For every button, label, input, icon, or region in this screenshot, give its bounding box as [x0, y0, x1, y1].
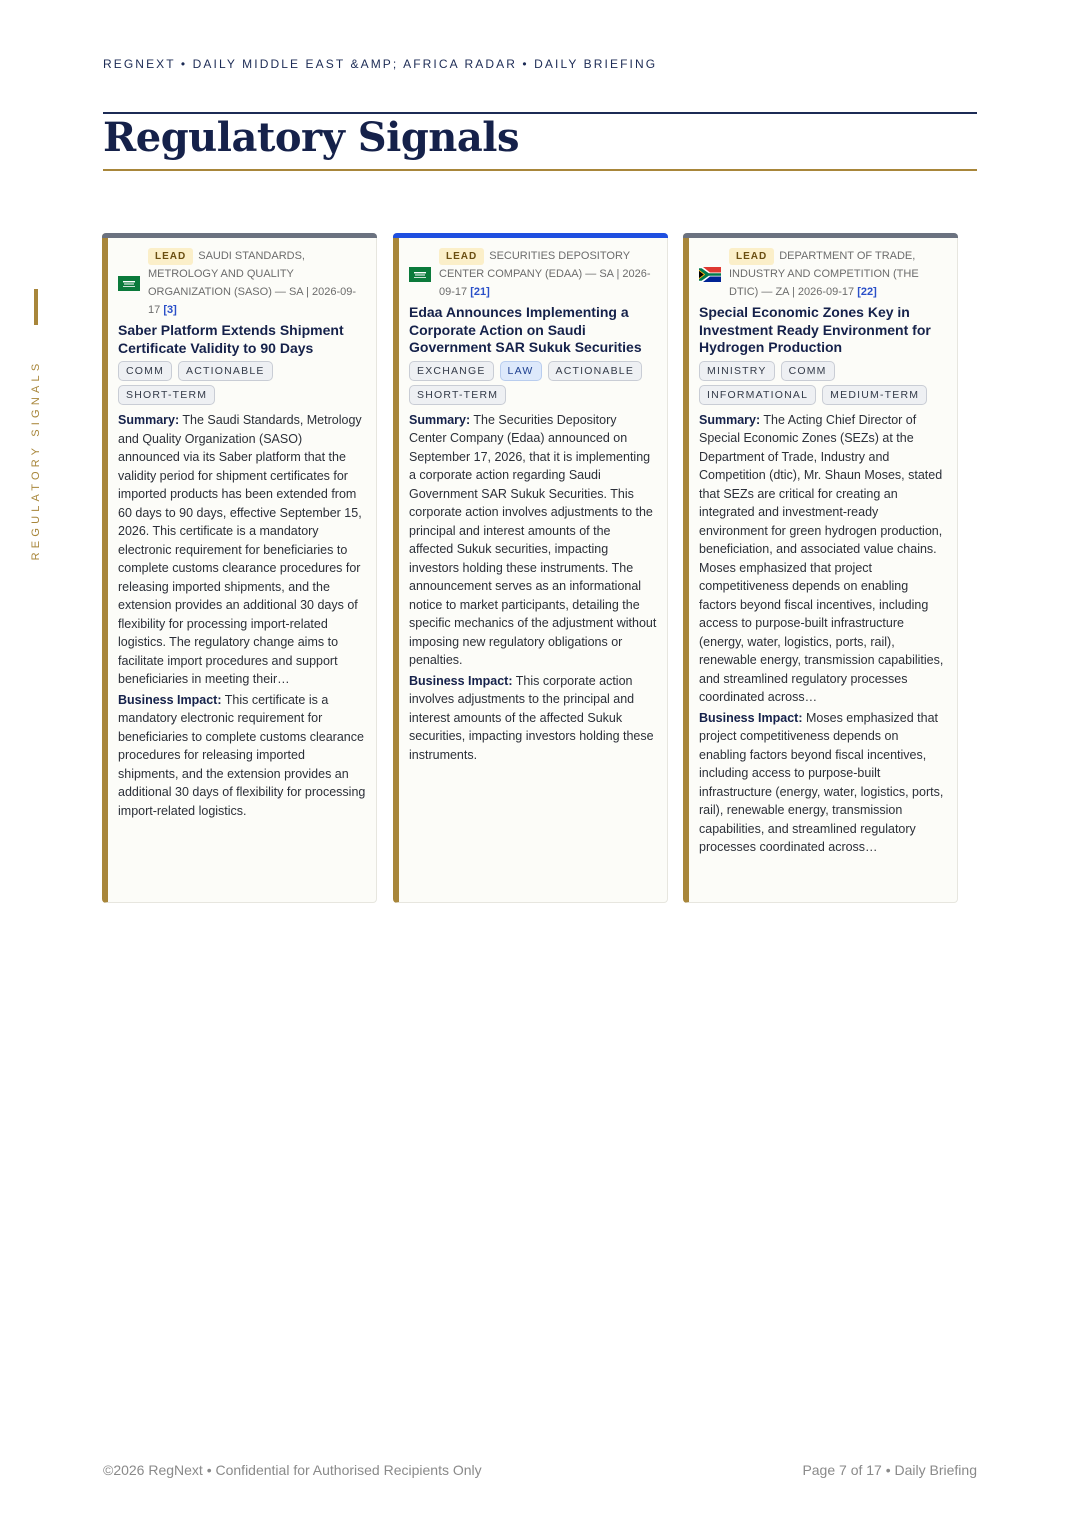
- impact-label: Business Impact:: [118, 692, 222, 707]
- card-top-bar: [393, 233, 668, 238]
- card-title[interactable]: Edaa Announces Implementing a Corporate Action on Saudi Government SAR Sukuk Securities: [409, 304, 642, 355]
- impact-text: This corporate action involves adjustments to the principal and interest amounts of the affected Sukuk securities, impacting investors holding these instruments.: [409, 673, 654, 762]
- impact-text: Moses emphasized that project competitiveness depends on enabling factors beyond fiscal incentives, including access to purpose-built infrastructure (energy, water, logistics, ports, rail), renewable energy, transmission capabilities, and streamlined regulatory processes coordinated across…: [699, 710, 944, 854]
- impact-text: This certificate is a mandatory electronic requirement for beneficiaries to complete customs clearance procedures for releasing imported shipments, and the extension provides an additional 30 days of flexibility for processing import-related logistics.: [118, 692, 366, 818]
- tag: ACTIONABLE: [548, 361, 643, 381]
- impact-label: Business Impact:: [699, 710, 803, 725]
- signal-card[interactable]: [683, 233, 958, 903]
- card-meta: [699, 247, 947, 301]
- impact-label: Business Impact:: [409, 673, 513, 688]
- card-top-bar: [683, 233, 958, 238]
- footer-copyright: ©2026 RegNext • Confidential for Authorised Recipients Only: [103, 1462, 482, 1478]
- summary: [699, 411, 947, 707]
- signal-card[interactable]: [393, 233, 668, 903]
- summary-label: Summary:: [409, 412, 471, 427]
- tag: MEDIUM-TERM: [822, 385, 927, 405]
- card-meta: [118, 247, 366, 319]
- card-title[interactable]: Saber Platform Extends Shipment Certificate Validity to 90 Days: [118, 322, 344, 356]
- summary-label: Summary:: [118, 413, 180, 427]
- tag: INFORMATIONAL: [699, 385, 816, 405]
- tag: COMM: [118, 361, 172, 381]
- tag: ACTIONABLE: [178, 361, 273, 381]
- summary-label: Summary:: [699, 412, 761, 427]
- lead-badge: LEAD: [148, 248, 193, 265]
- side-section-label: REGULATORY SIGNALS: [30, 359, 42, 561]
- tag: EXCHANGE: [409, 361, 494, 381]
- summary-text: The Acting Chief Director of Special Economic Zones (SEZs) at the Department of Trade, Industry and Competition (dtic), Mr. Shaun Moses, stated that SEZs are critical for creating an integrated and investment-ready environment for green hydrogen production, beneficiation, and associated value chains. Moses emphasized that project competitiveness depends on enabling factors beyond fiscal incentives, including access to purpose-built infrastructure (energy, water, logistics, ports, rail), renewable energy, transmission capabilities, and streamlined regulatory processes coordinated across…: [699, 412, 944, 704]
- business-impact: [409, 672, 657, 765]
- summary: [118, 411, 366, 689]
- business-impact: [699, 709, 947, 857]
- business-impact: [118, 691, 366, 821]
- reference-link[interactable]: [21]: [470, 286, 490, 298]
- lead-badge: LEAD: [439, 248, 484, 265]
- summary-text: The Securities Depository Center Company (Edaa) announced on September 17, 2026, that it is implementing a corporate action regarding Saudi Government SAR Sukuk Securities. This corporate action involves adjustments to the principal and interest amounts of the affected Sukuk securities, impacting investors holding these instruments. The announcement serves as an informational notice to market participants, detailing the specific mechanics of the adjustment without imposing new regulatory obligations or penalties.: [409, 412, 657, 667]
- side-accent-bar: [34, 289, 38, 325]
- reference-link[interactable]: [22]: [857, 286, 877, 298]
- reference-link[interactable]: [3]: [163, 304, 177, 316]
- card-source: SECURITIES DEPOSITORY CENTER COMPANY (EDAA) — SA | 2026-09-17: [439, 250, 651, 298]
- tag: COMM: [781, 361, 835, 381]
- tag-list: [118, 361, 366, 409]
- saudi-arabia-flag-icon: [118, 276, 140, 291]
- lead-badge: LEAD: [729, 248, 774, 265]
- tag-list: [409, 361, 657, 409]
- running-header: REGNEXT • DAILY MIDDLE EAST &AMP; AFRICA RADAR • DAILY BRIEFING: [103, 57, 658, 71]
- tag: SHORT-TERM: [409, 385, 506, 405]
- south-africa-flag-icon: [699, 267, 721, 282]
- card-title[interactable]: Special Economic Zones Key in Investment Ready Environment for Hydrogen Production: [699, 304, 931, 355]
- summary: [409, 411, 657, 670]
- card-meta: [409, 247, 657, 301]
- tag: LAW: [500, 361, 542, 381]
- tag: MINISTRY: [699, 361, 775, 381]
- signal-card[interactable]: [102, 233, 377, 903]
- card-source: SAUDI STANDARDS, METROLOGY AND QUALITY ORGANIZATION (SASO) — SA | 2026-09-17: [148, 250, 357, 316]
- tag-list: [699, 361, 947, 409]
- summary-text: The Saudi Standards, Metrology and Quality Organization (SASO) announced via its Saber platform that the validity period for shipment certificates for imported products has been extended from 60 days to 90 days, effective September 15, 2026. This certificate is a mandatory electronic requirement for beneficiaries to complete customs clearance procedures for releasing imported shipments, and the extension provides an additional 30 days of flexibility for processing import-related logistics. The regulatory change aims to facilitate import procedures and support beneficiaries in meeting their…: [118, 413, 362, 686]
- title-rule-bottom: [103, 169, 977, 171]
- card-source: DEPARTMENT OF TRADE, INDUSTRY AND COMPETITION (THE DTIC) — ZA | 2026-09-17: [729, 250, 919, 298]
- footer-page-number: Page 7 of 17 • Daily Briefing: [802, 1462, 977, 1478]
- tag: SHORT-TERM: [118, 385, 215, 405]
- saudi-arabia-flag-icon: [409, 267, 431, 282]
- page-title: Regulatory Signals: [103, 114, 520, 161]
- card-top-bar: [102, 233, 377, 238]
